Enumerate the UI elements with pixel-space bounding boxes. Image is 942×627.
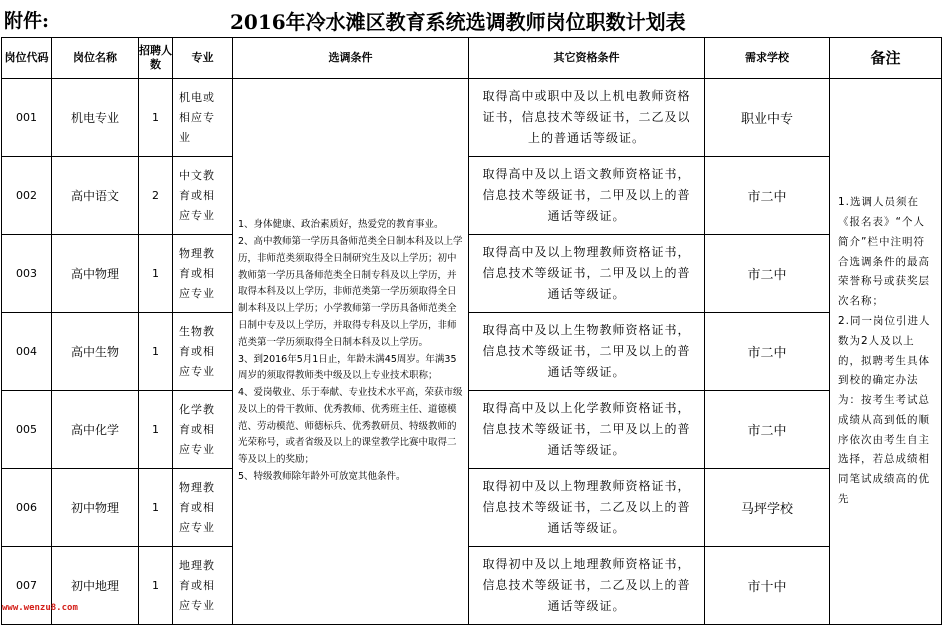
- cell-code: 002: [2, 157, 52, 235]
- plan-table: [1, 37, 942, 625]
- cell-other: 取得高中或职中及以上机电教师资格证书，信息技术等级证书，二乙及以上的普通话等级证。: [469, 79, 705, 157]
- header-count: 招聘人数: [139, 38, 173, 79]
- cell-name: 高中语文: [52, 157, 139, 235]
- cell-major: 化学教育或相应专业: [173, 391, 233, 469]
- table-row: [2, 79, 942, 157]
- cell-name: 高中化学: [52, 391, 139, 469]
- header-school: 需求学校: [705, 38, 830, 79]
- header-conditions: 选调条件: [233, 38, 469, 79]
- header-notes: 备注: [830, 38, 942, 79]
- condition-item: 5、特级教师除年龄外可放宽其他条件。: [238, 471, 406, 483]
- cell-other: 取得高中及以上化学教师资格证书，信息技术等级证书，二甲及以上的普通话等级证。: [469, 391, 705, 469]
- cell-code: 003: [2, 235, 52, 313]
- table-row: [2, 391, 942, 469]
- cell-school: 马坪学校: [705, 469, 830, 547]
- cell-school: 职业中专: [705, 79, 830, 157]
- cell-count: 1: [139, 469, 173, 547]
- cell-name: 初中地理: [52, 547, 139, 625]
- table-row: [2, 157, 942, 235]
- condition-item: 2、高中教师第一学历具备师范类全日制本科及以上学历，非师范类须取得全日制研究生及以上学历；初中教师第一学历具备师范类全日制专科及以上学历，并取得本科及以上学历，非师范类第一学历须取得全日制本科及以上学历；小学教师第一学历具备师范类全日制中专及以上学历，并取得专科及以上学历，非师范类第一学历须取得全日制本科及以上学历。: [238, 235, 463, 348]
- page-title: 2016年冷水滩区教育系统选调教师岗位职数计划表: [230, 10, 686, 34]
- condition-item: 1、身体健康、政治素质好，热爱党的教育事业。: [238, 219, 444, 231]
- cell-count: 1: [139, 547, 173, 625]
- cell-other: 取得高中及以上物理教师资格证书，信息技术等级证书，二甲及以上的普通话等级证。: [469, 235, 705, 313]
- table-row: [2, 547, 942, 625]
- header-row: [2, 38, 942, 79]
- table-row: [2, 313, 942, 391]
- cell-count: 1: [139, 391, 173, 469]
- cell-code: 006: [2, 469, 52, 547]
- cell-code: 004: [2, 313, 52, 391]
- cell-code: 007: [2, 547, 52, 625]
- cell-other: 取得高中及以上生物教师资格证书，信息技术等级证书，二甲及以上的普通话等级证。: [469, 313, 705, 391]
- notes-cell: [830, 79, 942, 625]
- cell-major: 生物教育或相应专业: [173, 313, 233, 391]
- cell-school: 市二中: [705, 391, 830, 469]
- watermark-text: www.wenzu8.com: [2, 603, 78, 613]
- conditions-cell: [233, 79, 469, 625]
- cell-name: 高中物理: [52, 235, 139, 313]
- cell-major: 机电或相应专业: [173, 79, 233, 157]
- note-item: 1.选调人员须在《报名表》“个人简介”栏中注明符合选调条件的最高荣誉称号或获奖层次名称；: [838, 196, 930, 308]
- cell-school: 市十中: [705, 547, 830, 625]
- cell-major: 物理教育或相应专业: [173, 469, 233, 547]
- cell-school: 市二中: [705, 313, 830, 391]
- attachment-label: 附件:: [4, 10, 50, 32]
- cell-count: 1: [139, 79, 173, 157]
- cell-school: 市二中: [705, 235, 830, 313]
- cell-code: 001: [2, 79, 52, 157]
- header-name: 岗位名称: [52, 38, 139, 79]
- cell-count: 2: [139, 157, 173, 235]
- cell-other: 取得初中及以上物理教师资格证书，信息技术等级证书，二乙及以上的普通话等级证。: [469, 469, 705, 547]
- cell-major: 中文教育或相应专业: [173, 157, 233, 235]
- cell-other: 取得初中及以上地理教师资格证书，信息技术等级证书，二乙及以上的普通话等级证。: [469, 547, 705, 625]
- cell-school: 市二中: [705, 157, 830, 235]
- cell-major: 物理教育或相应专业: [173, 235, 233, 313]
- cell-name: 机电专业: [52, 79, 139, 157]
- cell-name: 初中物理: [52, 469, 139, 547]
- note-item: 2.同一岗位引进人数为2人及以上的，拟聘考生具体到校的确定办法为：按考生考试总成绩从高到低的顺序依次由考生自主选择，若总成绩相同笔试成绩高的优先: [838, 314, 931, 506]
- cell-other: 取得高中及以上语文教师资格证书，信息技术等级证书，二甲及以上的普通话等级证。: [469, 157, 705, 235]
- header-major: 专业: [173, 38, 233, 79]
- cell-count: 1: [139, 235, 173, 313]
- cell-major: 地理教育或相应专业: [173, 547, 233, 625]
- condition-item: 4、爱岗敬业、乐于奉献、专业技术水平高，荣获市级及以上的骨干教师、优秀教师、优秀班主任、道德模范、劳动模范、师德标兵、优秀教研员、特级教师的光荣称号，或者省级及以上的课堂教学比赛中取得二等及以上的奖励；: [238, 387, 463, 466]
- header-code: 岗位代码: [2, 38, 52, 79]
- condition-item: 3、到2016年5月1日止，年龄未满45周岁。年满35周岁的须取得教师类中级及以上专业技术职称；: [238, 353, 457, 382]
- table-row: [2, 235, 942, 313]
- cell-name: 高中生物: [52, 313, 139, 391]
- cell-count: 1: [139, 313, 173, 391]
- cell-code: 005: [2, 391, 52, 469]
- table-row: [2, 469, 942, 547]
- header-other: 其它资格条件: [469, 38, 705, 79]
